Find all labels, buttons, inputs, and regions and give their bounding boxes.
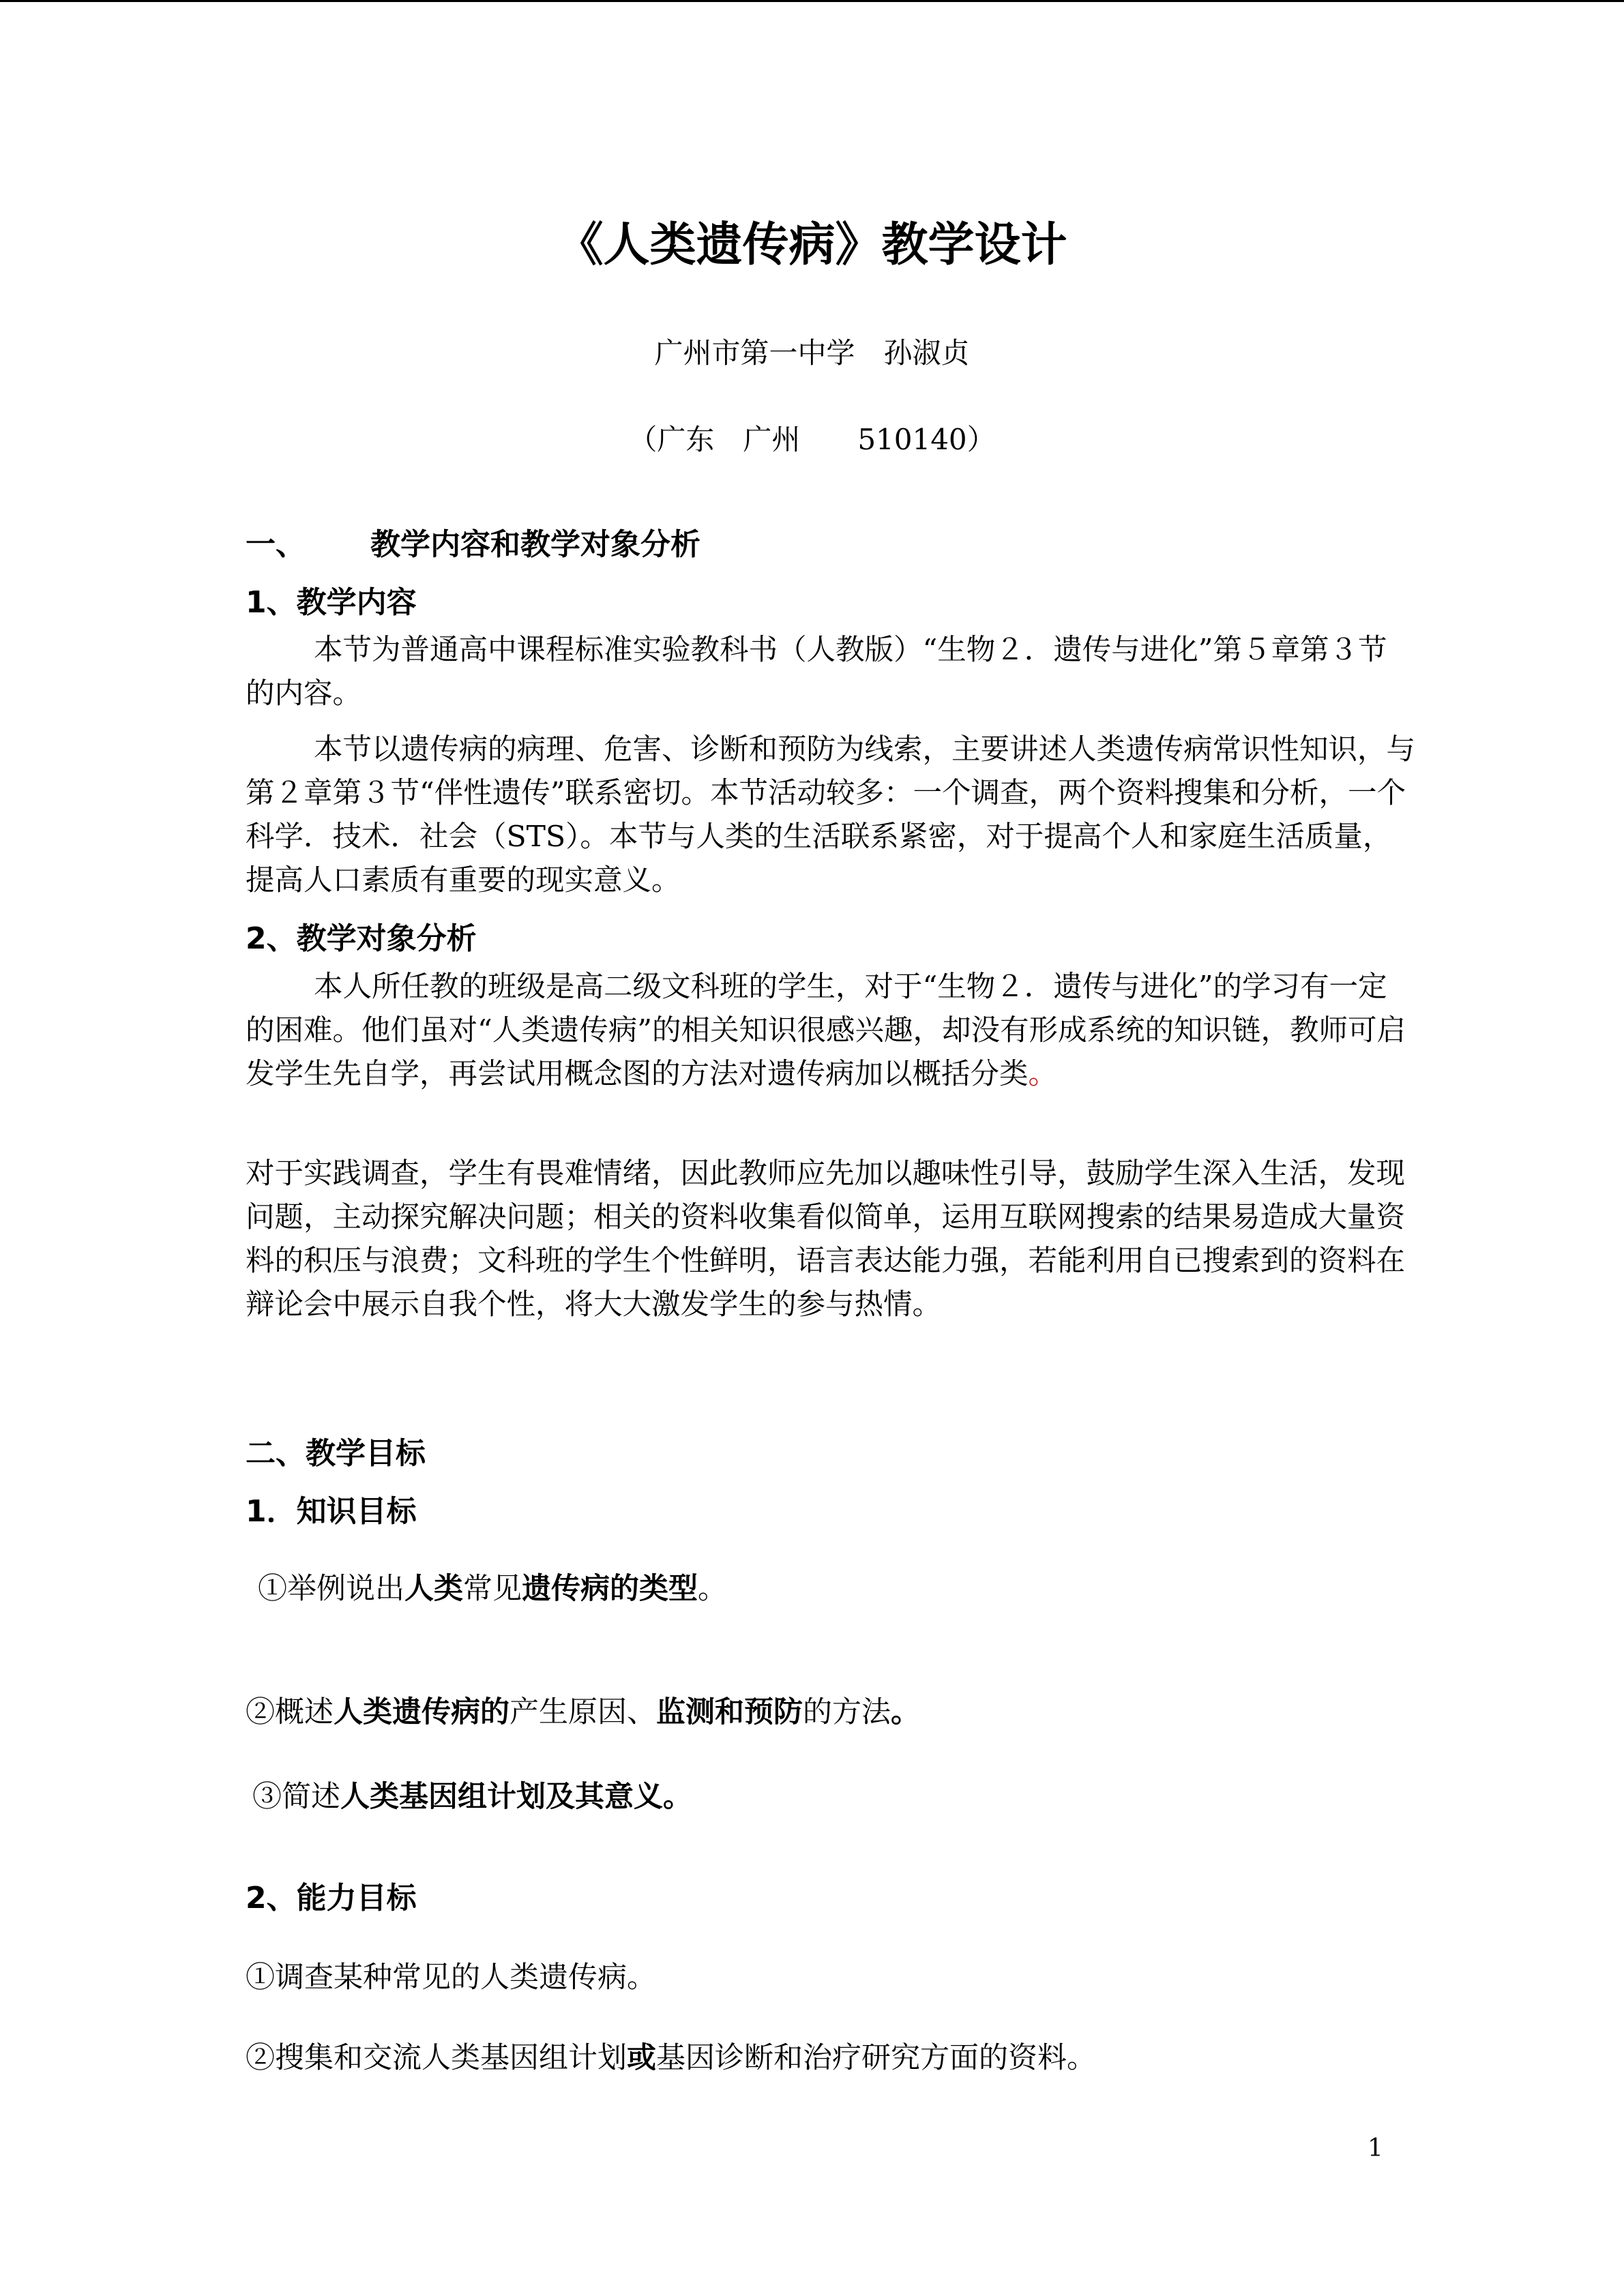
text-run: 基因诊断和治疗研究方面的资料。	[656, 2041, 1096, 2075]
section2-heading: 二、教学目标	[246, 1436, 426, 1471]
knowledge-goal-3	[252, 1774, 692, 1815]
text-run: ③简述	[252, 1780, 340, 1814]
subsection-teaching-content-heading: 1、教学内容	[246, 585, 417, 620]
student-analysis-paragraph-1	[246, 966, 1415, 1097]
text-run: ②概述	[246, 1695, 334, 1729]
section1-heading	[246, 520, 700, 563]
address-line: （广东 广州 510140）	[628, 423, 996, 456]
text-run: ①举例说出	[258, 1572, 404, 1606]
text-run-bold: 或	[627, 2041, 656, 2075]
top-border-line	[0, 0, 1624, 2]
text-run-bold: 。	[891, 1695, 920, 1729]
knowledge-goal-1	[258, 1566, 727, 1607]
ability-goal-2	[246, 2035, 1096, 2076]
text-run: 。	[698, 1572, 727, 1606]
text-run-bold: 遗传病的类型	[522, 1572, 698, 1606]
text-run: ②搜集和交流人类基因组计划	[246, 2041, 627, 2075]
text-run: 的方法	[803, 1695, 891, 1729]
subsection-student-analysis-heading: 2、教学对象分析	[246, 921, 477, 956]
text-run-bold: 人类遗传病的	[334, 1695, 510, 1729]
teaching-content-paragraph-1: 本节为普通高中课程标准实验教科书（人教版）“生物２．遗传与进化”第５章第３节的内容。	[246, 633, 1387, 711]
document-title: 《人类遗传病》教学设计	[557, 218, 1067, 272]
text-run-bold: 监测和预防	[656, 1695, 803, 1729]
red-period-mark: 。	[1028, 1058, 1058, 1091]
text-run: 常见	[463, 1572, 522, 1606]
author-line: 广州市第一中学 孙淑贞	[654, 336, 970, 370]
text-run-bold: 人类	[404, 1572, 463, 1606]
ability-goals-heading: 2、能力目标	[246, 1881, 417, 1915]
teaching-content-paragraph-2: 本节以遗传病的病理、危害、诊断和预防为线索，主要讲述人类遗传病常识性知识，与第２章第３节“伴性遗传”联系密切。本节活动较多：一个调查，两个资料搜集和分析，一个科学．技术．社会（STS）。本节与人类的生活联系紧密，对于提高个人和家庭生活质量，提高人口素质有重要的现实意义。	[246, 733, 1416, 897]
knowledge-goal-2	[246, 1689, 920, 1731]
text-run-bold: 人类基因组计划及其意义。	[340, 1780, 692, 1814]
section1-title: 教学内容和教学对象分析	[370, 527, 700, 562]
page-number: 1	[1368, 2134, 1383, 2162]
student-analysis-text: 本人所任教的班级是高二级文科班的学生，对于“生物２．遗传与进化”的学习有一定的困难。他们虽对“人类遗传病”的相关知识很感兴趣，却没有形成系统的知识链，教师可启发学生先自学，再尝试用概念图的方法对遗传病加以概括分类	[246, 970, 1406, 1091]
ability-goal-1: ①调查某种常见的人类遗传病。	[246, 1960, 656, 1995]
text-run: 产生原因、	[510, 1695, 656, 1729]
student-analysis-paragraph-2: 对于实践调查，学生有畏难情绪，因此教师应先加以趣味性引导，鼓励学生深入生活，发现问题，主动探究解决问题；相关的资料收集看似简单，运用互联网搜索的结果易造成大量资料的积压与浪费；文科班的学生个性鲜明，语言表达能力强，若能利用自已搜索到的资料在辩论会中展示自我个性，将大大激发学生的参与热情。	[246, 1157, 1406, 1322]
knowledge-goals-heading: 1．知识目标	[246, 1494, 417, 1529]
section1-number: 一、	[246, 527, 306, 562]
